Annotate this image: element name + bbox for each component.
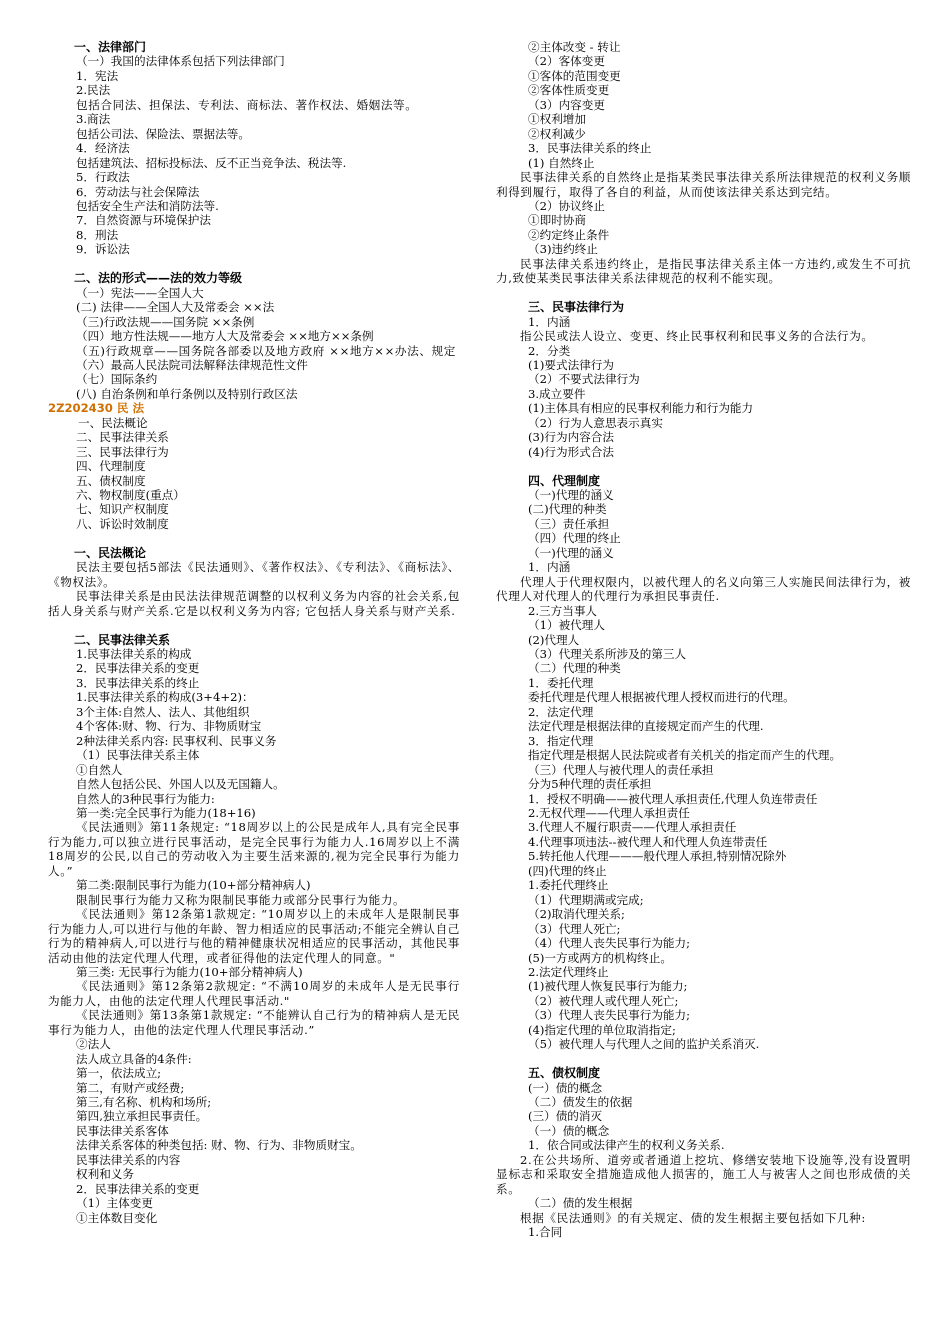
- right-line: 3．指定代理: [528, 733, 594, 748]
- left-line: 权利和义务: [76, 1167, 134, 1182]
- left-line: 民事法律关系客体: [76, 1123, 169, 1138]
- left-line: (二) 法律——全国人大及常委会 ××法: [76, 300, 275, 315]
- right-section-heading: 五、债权制度: [528, 1066, 601, 1081]
- left-line: （六）最高人民法院司法解释法律规范性文件: [76, 357, 308, 372]
- left-line: 八、诉讼时效制度: [76, 516, 169, 531]
- left-paragraph: 《民法通则》第12条第2款规定: “不满10周岁的未成年人是无民事行为能力人，由他的法定代理人代理民事活动.": [48, 979, 460, 1008]
- right-line: （3)违约终止: [528, 242, 598, 257]
- right-paragraph: 民事法律关系违约终止，是指民事法律关系主体一方违约,或发生不可抗力,致使某类民事法律关系法律规范的权利不能实现。: [496, 256, 911, 286]
- left-paragraph: 《民法通则》第11条规定: “18周岁以上的公民是成年人,具有完全民事行为能力,可以独立进行民事活动，是完全民事行为能力人.16周岁以上不满18周岁的公民,以自己的劳动收入为主要生活来源的,视为完全民事行为能力人。”: [48, 820, 460, 878]
- right-line: 1．内涵: [528, 560, 571, 575]
- left-paragraph: （五)行政规章——国务院各部委以及地方政府 ××地方××办法、规定: [76, 343, 456, 358]
- left-line: （一）我国的法律体系包括下列法律部门: [76, 54, 285, 69]
- right-line: 指定代理是根据人民法院或者有关机关的指定而产生的代理。: [528, 748, 842, 763]
- right-line: 1.委托代理终止: [528, 878, 609, 893]
- left-paragraph: 限制民事行为能力又称为限制民事能力或部分民事行为能力。: [76, 892, 406, 907]
- right-line: （3）代理关系所涉及的第三人: [528, 647, 687, 661]
- left-paragraph: 民法主要包括5部法《民法通则》、《著作权法》、《专利法》、《商标法》、《物权法》。: [48, 560, 460, 589]
- right-line: 法定代理是根据法律的直接规定而产生的代理.: [528, 719, 764, 734]
- right-line: 4.代理事项违法--被代理人和代理人负连带责任: [528, 834, 768, 849]
- right-line: 2．分类: [528, 343, 571, 358]
- left-line: 1.民事法律关系的构成(3+4+2)：: [76, 690, 254, 705]
- right-line: （5）被代理人与代理人之间的监护关系消灭.: [528, 1037, 760, 1052]
- right-line: 3.代理人不履行职责——代理人承担责任: [528, 820, 737, 835]
- left-line: 2．民事法律关系的变更: [76, 661, 200, 676]
- left-line: （三)行政法规——国务院 ××条例: [76, 314, 255, 329]
- left-paragraph: 民事法律关系是由民法法律规范调整的以权利义务为内容的社会关系,包括人身关系与财产关系.它是以权利义务为内容; 它包括人身关系与财产关系.: [48, 589, 460, 618]
- right-line: （3）代理人丧失民事行为能力;: [528, 1008, 691, 1023]
- left-blank-line: [48, 618, 460, 632]
- right-section-heading: 三、民事法律行为: [528, 300, 625, 315]
- right-line: ②约定终止条件: [528, 227, 610, 242]
- right-line: （一）债的概念: [528, 1123, 610, 1138]
- right-line: 1．依合同或法律产生的权利义务关系.: [528, 1138, 725, 1153]
- right-paragraph: 根据《民法通则》的有关规定、债的发生根据主要包括如下几种:: [520, 1210, 866, 1225]
- right-line: ①即时协商: [528, 213, 586, 228]
- right-line: （一)代理的涵义: [528, 545, 614, 560]
- right-line: 2.无权代理——代理人承担责任: [528, 805, 690, 820]
- right-line: （二）债的发生根据: [528, 1196, 633, 1211]
- left-line: 2种法律关系内容: 民事权利、民事义务: [76, 733, 277, 748]
- left-line: （一）宪法——全国人大: [76, 285, 204, 300]
- left-line: ①自然人: [76, 762, 123, 777]
- right-line: ②主体改变 - 转让: [528, 40, 621, 54]
- right-line: 1．内涵: [528, 314, 571, 329]
- left-line: 7．自然资源与环境保护法: [76, 213, 211, 228]
- left-line: 民事法律关系的内容: [76, 1152, 181, 1167]
- left-line: 4．经济法: [76, 141, 130, 156]
- left-line: 3．民事法律关系的终止: [76, 675, 200, 690]
- right-line: (四)代理的终止: [528, 863, 607, 878]
- left-line: 第二，有财产或经费;: [76, 1080, 185, 1095]
- left-line: （1）民事法律关系主体: [76, 748, 200, 763]
- right-line: ①客体的范围变更: [528, 68, 621, 83]
- left-paragraph: 《民法通则》第13条第1款规定: “不能辨认自己行为的精神病人是无民事行为能力人，由他的法定代理人代理民事活动.”: [48, 1008, 460, 1037]
- right-line: 3.成立要件: [528, 386, 586, 401]
- right-line: (1)要式法律行为: [528, 357, 614, 372]
- right-line: （3）代理人死亡;: [528, 921, 621, 936]
- right-line: （1）代理期满或完成;: [528, 892, 644, 907]
- right-line: (1)被代理人恢复民事行为能力;: [528, 979, 688, 994]
- right-line: （4）代理人丧失民事行为能力;: [528, 936, 691, 951]
- left-line: 六、物权制度(重点）: [76, 488, 185, 503]
- right-line: （三）代理人与被代理人的责任承担: [528, 762, 714, 777]
- left-line: 自然人的3种民事行为能力:: [76, 791, 215, 806]
- left-line: 二、民事法律关系: [76, 430, 169, 445]
- right-line: （二）债发生的依据: [528, 1095, 633, 1110]
- left-line: 包括建筑法、招标投标法、反不正当竞争法、税法等.: [76, 155, 347, 170]
- right-line: (1)主体具有相应的民事权利能力和行为能力: [528, 401, 754, 416]
- right-paragraph: 代理人于代理权限内，以被代理人的名义向第三人实施民间法律行为，被代理人对代理人的代理行为承担民事责任.: [496, 574, 911, 604]
- right-line: (二)代理的种类: [528, 502, 607, 517]
- right-line: 1．授权不明确——被代理人承担责任,代理人负连带责任: [528, 791, 818, 806]
- left-line: 五、债权制度: [76, 473, 146, 488]
- right-line: 1．委托代理: [528, 675, 594, 690]
- right-line: （2）行为人意思表示真实: [528, 415, 663, 430]
- right-line: （三）责任承担: [528, 516, 610, 531]
- left-blank-line: [48, 257, 460, 271]
- left-line: 三、民事法律行为: [76, 444, 169, 459]
- left-line: 3个主体:自然人、法人、其他组织: [76, 704, 250, 719]
- right-line: 2.法定代理终止: [528, 964, 609, 979]
- left-line: 1.民事法律关系的构成: [76, 646, 192, 661]
- right-line: 2．法定代理: [528, 704, 594, 719]
- right-blank-line: [496, 459, 911, 473]
- left-line: ②法人: [76, 1037, 111, 1052]
- right-line: (1) 自然终止: [528, 155, 595, 170]
- right-line: (4)行为形式合法: [528, 444, 614, 459]
- right-blank-line: [496, 286, 911, 300]
- left-paragraph: 《民法通则》第12条第1款规定: “10周岁以上的未成年人是限制民事行为能力人,可以进行与他的年龄、智力相适应的民事活动;不能完全辨认自己行为的精神病人,可以进行与他的精神健康状况相适应的民事活动，其他民事活动由他的法定代理人代理，或者征得他的法定代理人的同意。": [48, 907, 460, 965]
- left-line: 七、知识产权制度: [76, 502, 169, 517]
- left-line: 法人成立具备的4条件:: [76, 1051, 192, 1066]
- left-line: 2.民法: [76, 83, 111, 98]
- right-line: 分为5种代理的责任承担: [528, 777, 652, 792]
- right-line: （1）被代理人: [528, 618, 605, 633]
- left-line: 包括安全生产法和消防法等.: [76, 198, 219, 213]
- right-section-heading: 四、代理制度: [528, 473, 601, 488]
- right-line: （2）被代理人或代理人死亡;: [528, 993, 679, 1008]
- right-line: (5)一方或两方的机构终止。: [528, 950, 672, 965]
- left-line: （四）地方性法规——地方人大及常委会 ××地方××条例: [76, 329, 374, 344]
- right-line: ②客体性质变更: [528, 83, 610, 98]
- left-line: 包括公司法、保险法、票据法等。: [76, 126, 250, 141]
- left-line: （七）国际条约: [76, 372, 158, 387]
- left-line: (八) 自治条例和单行条例以及特别行政区法: [76, 386, 298, 401]
- left-section-heading: 一、法律部门: [74, 40, 147, 54]
- left-section-heading: 二、民事法律关系: [74, 632, 171, 647]
- right-line: （2)取消代理关系;: [528, 907, 625, 922]
- left-line: 一、民法概论: [78, 415, 148, 430]
- right-line: 2.三方当事人: [528, 603, 598, 618]
- left-blank-line: [48, 531, 460, 545]
- right-line: （3）内容变更: [528, 97, 605, 112]
- left-line: 8．刑法: [76, 227, 119, 242]
- left-line: 3.商法: [76, 112, 111, 127]
- right-line: ①权利增加: [528, 112, 586, 127]
- left-line: 第一类:完全民事行为能力(18+16): [76, 805, 256, 820]
- left-line: 第四,独立承担民事责任。: [76, 1109, 208, 1124]
- right-line: （2）不要式法律行为: [528, 372, 640, 387]
- right-line: (3)行为内容合法: [528, 430, 614, 445]
- left-line: （1）主体变更: [76, 1196, 153, 1211]
- left-line: 2．民事法律关系的变更: [76, 1181, 200, 1196]
- right-line: 5.转托他人代理———般代理人承担,特别情况除外: [528, 849, 787, 864]
- left-line: 自然人包括公民、外国人以及无国籍人。: [76, 777, 285, 792]
- left-line: ①主体数目变化: [76, 1210, 158, 1225]
- left-section-heading: 一、民法概论: [74, 545, 147, 560]
- left-line: 5．行政法: [76, 170, 130, 185]
- right-line: （一)代理的涵义: [528, 488, 614, 503]
- left-line: 法律关系客体的种类包括: 财、物、行为、非物质财宝。: [76, 1138, 362, 1153]
- right-line: ②权利减少: [528, 126, 586, 141]
- left-chapter-code-heading: 2Z202430 民 法: [48, 401, 145, 416]
- right-paragraph: 指公民或法人设立、变更、终止民事权利和民事义务的合法行为。: [520, 329, 874, 344]
- left-line: 四、代理制度: [76, 459, 146, 474]
- left-line: 第三,有名称、机构和场所;: [76, 1095, 212, 1110]
- right-line: (三）债的消灭: [528, 1109, 603, 1124]
- left-line: 9．诉讼法: [76, 242, 130, 257]
- left-paragraph: 包括合同法、担保法、专利法、商标法、著作权法、婚姻法等。: [76, 97, 418, 112]
- right-column: [496, 40, 911, 1240]
- right-line: 1.合同: [528, 1225, 563, 1240]
- left-line: 第一，依法成立;: [76, 1066, 162, 1081]
- right-line: 委托代理是代理人根据被代理人授权而进行的代理。: [528, 690, 795, 705]
- left-line: 1．宪法: [76, 68, 119, 83]
- right-line: （2）客体变更: [528, 54, 605, 69]
- left-line: 4个客体:财、物、行为、非物质财宝: [76, 719, 262, 734]
- right-paragraph: 民事法律关系的自然终止是指某类民事法律关系所法律规范的权利义务顺利得到履行，取得了各自的利益，从而使该法律关系达到完结。: [496, 170, 911, 199]
- left-line: 6．劳动法与社会保障法: [76, 184, 200, 199]
- right-blank-line: [496, 1052, 911, 1066]
- right-line: (一）债的概念: [528, 1080, 603, 1095]
- left-line: 第三类: 无民事行为能力(10+部分精神病人): [76, 964, 303, 979]
- right-line: （2）协议终止: [528, 198, 605, 213]
- right-line: （四）代理的终止: [528, 531, 621, 546]
- left-line: 第二类:限制民事行为能力(10+部分精神病人): [76, 878, 311, 893]
- right-line: （二）代理的种类: [528, 661, 621, 676]
- right-line: (4)指定代理的单位取消指定;: [528, 1022, 676, 1037]
- right-paragraph: 2.在公共场所、道旁或者通道上挖坑、修缮安装地下设施等,没有设置明显标志和采取安全措施造成他人损害的，施工人与被害人之间也形成债的关系。: [496, 1152, 911, 1196]
- left-column: [48, 40, 460, 1225]
- left-section-heading: 二、法的形式——法的效力等级: [74, 271, 243, 286]
- right-line: 3．民事法律关系的终止: [528, 141, 652, 156]
- right-line: (2)代理人: [528, 632, 580, 647]
